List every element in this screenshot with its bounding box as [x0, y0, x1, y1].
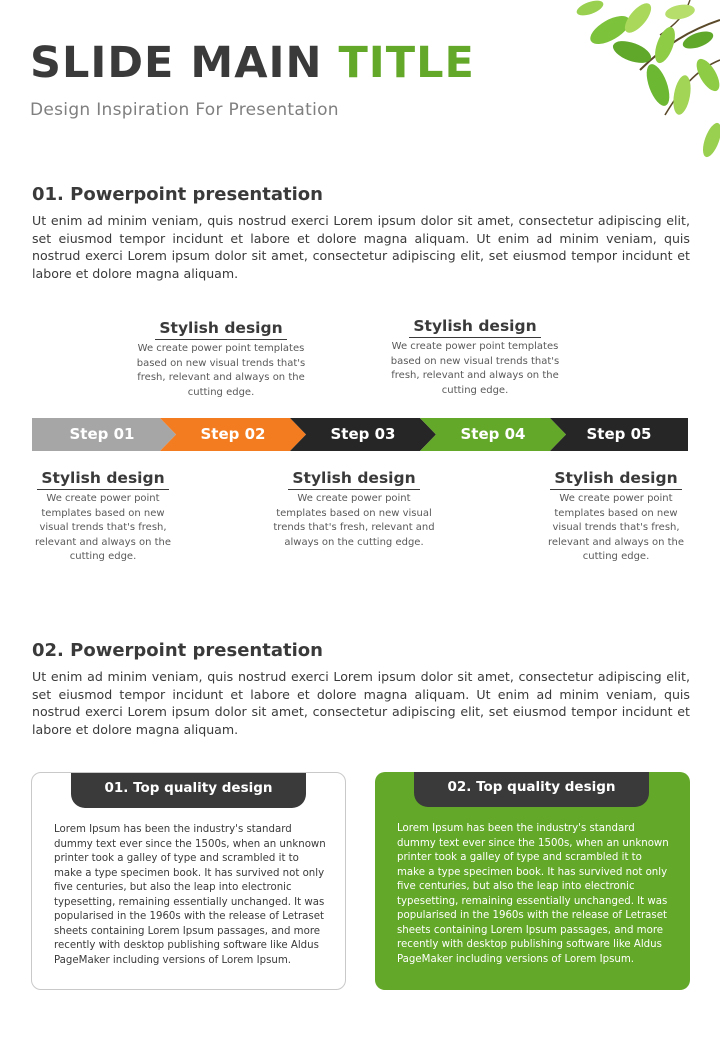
callout-top-1: [130, 318, 312, 400]
callout-body: We create power point templates based on new visual trends that's fresh, relevant and always on the cutting edge.: [273, 493, 435, 548]
callout-title: Stylish design: [37, 469, 168, 490]
callout-body: We create power point templates based on new visual trends that's fresh, relevant and always on the cutting edge.: [390, 341, 560, 396]
title-green-part: TITLE: [338, 38, 475, 88]
step-1: [32, 418, 172, 451]
callout-body: We create power point templates based on new visual trends that's fresh, relevant and always on the cutting edge.: [136, 343, 306, 398]
section-2-body: Ut enim ad minim veniam, quis nostrud exerci Lorem ipsum dolor sit amet, consectetur adipiscing elit, set eiusmod tempor incidunt et labore et dolore magna aliquam. Ut enim ad minim veniam, quis nostrud exerci Lorem ipsum dolor sit amet, consectetur adipiscing elit, set eiusmod tempor incidunt et labore et dolore magna aliquam.: [32, 669, 690, 737]
callout-title: Stylish design: [550, 469, 681, 490]
step-5: [550, 418, 688, 451]
callout-title: Stylish design: [288, 469, 419, 490]
card-body: Lorem Ipsum has been the industry's standard dummy text ever since the 1500s, when an unknown printer took a galley of type and scrambled it to make a type specimen book. It has survived not only five centuries, but also the leap into electronic typesetting, remaining essentially unchanged. It was popularised in the 1960s with the release of Letraset sheets containing Lorem Ipsum passages, and more recently with desktop publishing software like Aldus PageMaker including versions of Lorem Ipsum.: [397, 823, 669, 965]
step-label: Step 01: [69, 425, 135, 443]
step-label: Step 05: [586, 425, 652, 443]
step-3: [290, 418, 436, 451]
slide-main-title: [30, 38, 475, 88]
quality-card-1: [31, 772, 346, 990]
callout-title: Stylish design: [155, 319, 286, 340]
step-4: [420, 418, 566, 451]
card-body: Lorem Ipsum has been the industry's standard dummy text ever since the 1500s, when an unknown printer took a galley of type and scrambled it to make a type specimen book. It has survived not only five centuries, but also the leap into electronic typesetting, remaining essentially unchanged. It was popularised in the 1960s with the release of Letraset sheets containing Lorem Ipsum passages, and more recently with desktop publishing software like Aldus PageMaker including versions of Lorem Ipsum.: [54, 824, 326, 966]
step-label: Step 02: [200, 425, 266, 443]
callout-body: We create power point templates based on new visual trends that's fresh, relevant and always on the cutting edge.: [547, 493, 684, 563]
quality-card-2: [375, 772, 690, 990]
card-header-tab: 02. Top quality design: [414, 772, 649, 807]
callout-top-2: [384, 316, 566, 398]
card-header-tab: 01. Top quality design: [71, 773, 306, 808]
leaves-decoration-image: [570, 0, 720, 165]
slide-subtitle: Design Inspiration For Presentation: [30, 100, 339, 120]
process-steps-bar: [32, 418, 688, 451]
step-label: Step 03: [330, 425, 396, 443]
callout-bottom-3: [544, 468, 688, 565]
callout-bottom-2: [272, 468, 436, 550]
step-2: [160, 418, 306, 451]
title-dark-part: SLIDE MAIN: [30, 38, 323, 88]
callout-bottom-1: [32, 468, 174, 565]
callout-body: We create power point templates based on new visual trends that's fresh, relevant and always on the cutting edge.: [34, 493, 171, 563]
callout-title: Stylish design: [409, 317, 540, 338]
section-2-title: 02. Powerpoint presentation: [32, 640, 323, 661]
section-1-title: 01. Powerpoint presentation: [32, 184, 323, 205]
section-1-body: Ut enim ad minim veniam, quis nostrud exerci Lorem ipsum dolor sit amet, consectetur adipiscing elit, set eiusmod tempor incidunt et labore et dolore magna aliquam. Ut enim ad minim veniam, quis nostrud exerci Lorem ipsum dolor sit amet, consectetur adipiscing elit, set eiusmod tempor incidunt et labore et dolore magna aliquam.: [32, 213, 690, 281]
step-label: Step 04: [460, 425, 526, 443]
